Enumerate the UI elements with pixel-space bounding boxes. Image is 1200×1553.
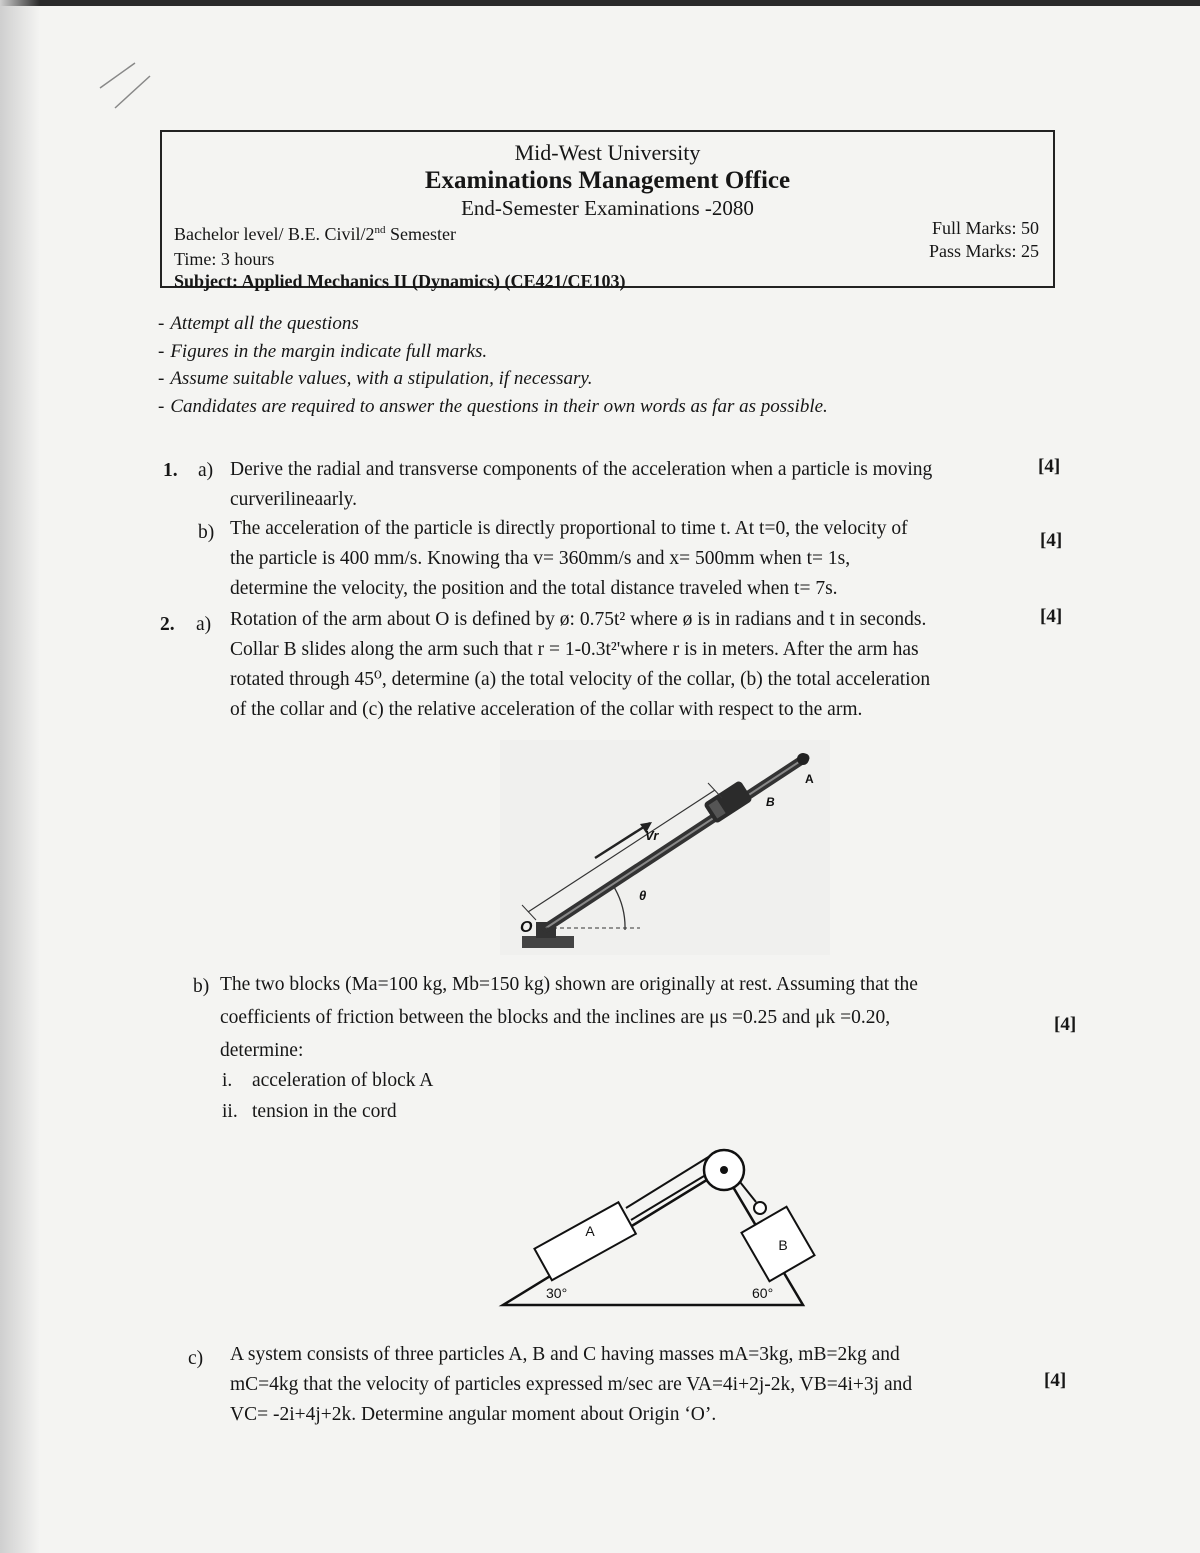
q2c-label: c) [188, 1348, 204, 1369]
angle-30-label: 30° [546, 1285, 568, 1301]
q1a-text: Derive the radial and transverse components of the acceleration when a particle is moving curverilineaarly. [230, 459, 933, 510]
instruction-item: - Attempt all the questions [158, 313, 359, 334]
exam-header [160, 130, 1055, 291]
q2b-item: i. acceleration of block A [222, 1070, 434, 1091]
instructions-list [158, 310, 828, 420]
left-edge-shadow [0, 0, 40, 1553]
program-level: Bachelor level/ B.E. Civil/2nd Semester [174, 224, 456, 244]
exam-time: Time: 3 hours [174, 249, 275, 269]
instruction-item: - Figures in the margin indicate full marks. [158, 340, 488, 362]
block-a-label: A [585, 1223, 595, 1239]
q2c-text: A system consists of three particles A, B and C having masses mA=3kg, mB=2kg and mC=4kg that the velocity of particles expressed m/sec are VA=4i+2j-2k, VB=4i+3j and VC= -2i+4j+2k. Determine angular moment about Origin ‘O’. [230, 1344, 913, 1425]
q1a-marks: [4] [1038, 456, 1061, 477]
label-vr: Vr [645, 828, 659, 843]
rotating-arm-figure [500, 740, 830, 955]
exam-title: End-Semester Examinations -2080 [461, 196, 754, 220]
q2b-text: The two blocks (Ma=100 kg, Mb=150 kg) shown are originally at rest. Assuming that the coefficients of friction between the blocks and the inclines are μs =0.25 and μk =0.20, determine: [220, 974, 918, 1061]
instruction-item: - Candidates are required to answer the questions in their own words as far as possible. [158, 395, 828, 417]
question-1-number: 1. [163, 460, 178, 481]
q2a-marks: [4] [1040, 606, 1063, 627]
subject-line: Subject: Applied Mechanics II (Dynamics) (CE421/CE103) [174, 271, 626, 291]
q2b-items [222, 1065, 433, 1127]
university-name: Mid-West University [514, 140, 701, 165]
q2b-label: b) [193, 976, 210, 997]
pass-marks: Pass Marks: 25 [928, 241, 1039, 261]
q2b-item: ii. tension in the cord [222, 1101, 397, 1122]
q1b-marks: [4] [1040, 530, 1063, 551]
full-marks: Full Marks: 50 [931, 218, 1039, 238]
angle-60-label: 60° [752, 1285, 774, 1301]
q2c-marks: [4] [1044, 1370, 1067, 1391]
q2a-text: Rotation of the arm about O is defined by ø: 0.75t² where ø is in radians and t in seconds. Collar B slides along the arm such that r = 1-0.3t²'where r is in meters. After the arm has rotated through 45⁰, determine (a) the total velocity of the collar, (b) the total acceleration of the collar and (c) the relative acceleration of the collar with respect to the arm. [230, 609, 931, 720]
pen-mark-scribble [95, 58, 155, 118]
block-b-label: B [778, 1237, 788, 1253]
label-theta: θ [639, 888, 647, 903]
q1b-text: The acceleration of the particle is directly proportional to time t. At t=0, the velocity of the particle is 400 mm/s. Knowing tha v= 360mm/s and x= 500mm when t= 1s, determine the velocity, the position and the total distance traveled when t= 7s. [230, 518, 908, 599]
top-edge-shadow [0, 0, 1200, 6]
instruction-item: - Assume suitable values, with a stipulation, if necessary. [158, 368, 593, 389]
two-blocks-incline-figure [498, 1140, 838, 1310]
label-b: B [766, 795, 775, 809]
q1b-label: b) [198, 522, 215, 543]
label-a: A [805, 772, 814, 786]
label-o: O [520, 919, 533, 936]
q1a-label: a) [198, 460, 214, 481]
q2a-label: a) [196, 614, 212, 635]
office-name: Examinations Management Office [424, 167, 791, 194]
question-2-number: 2. [160, 614, 175, 635]
q2b-marks: [4] [1054, 1014, 1077, 1035]
